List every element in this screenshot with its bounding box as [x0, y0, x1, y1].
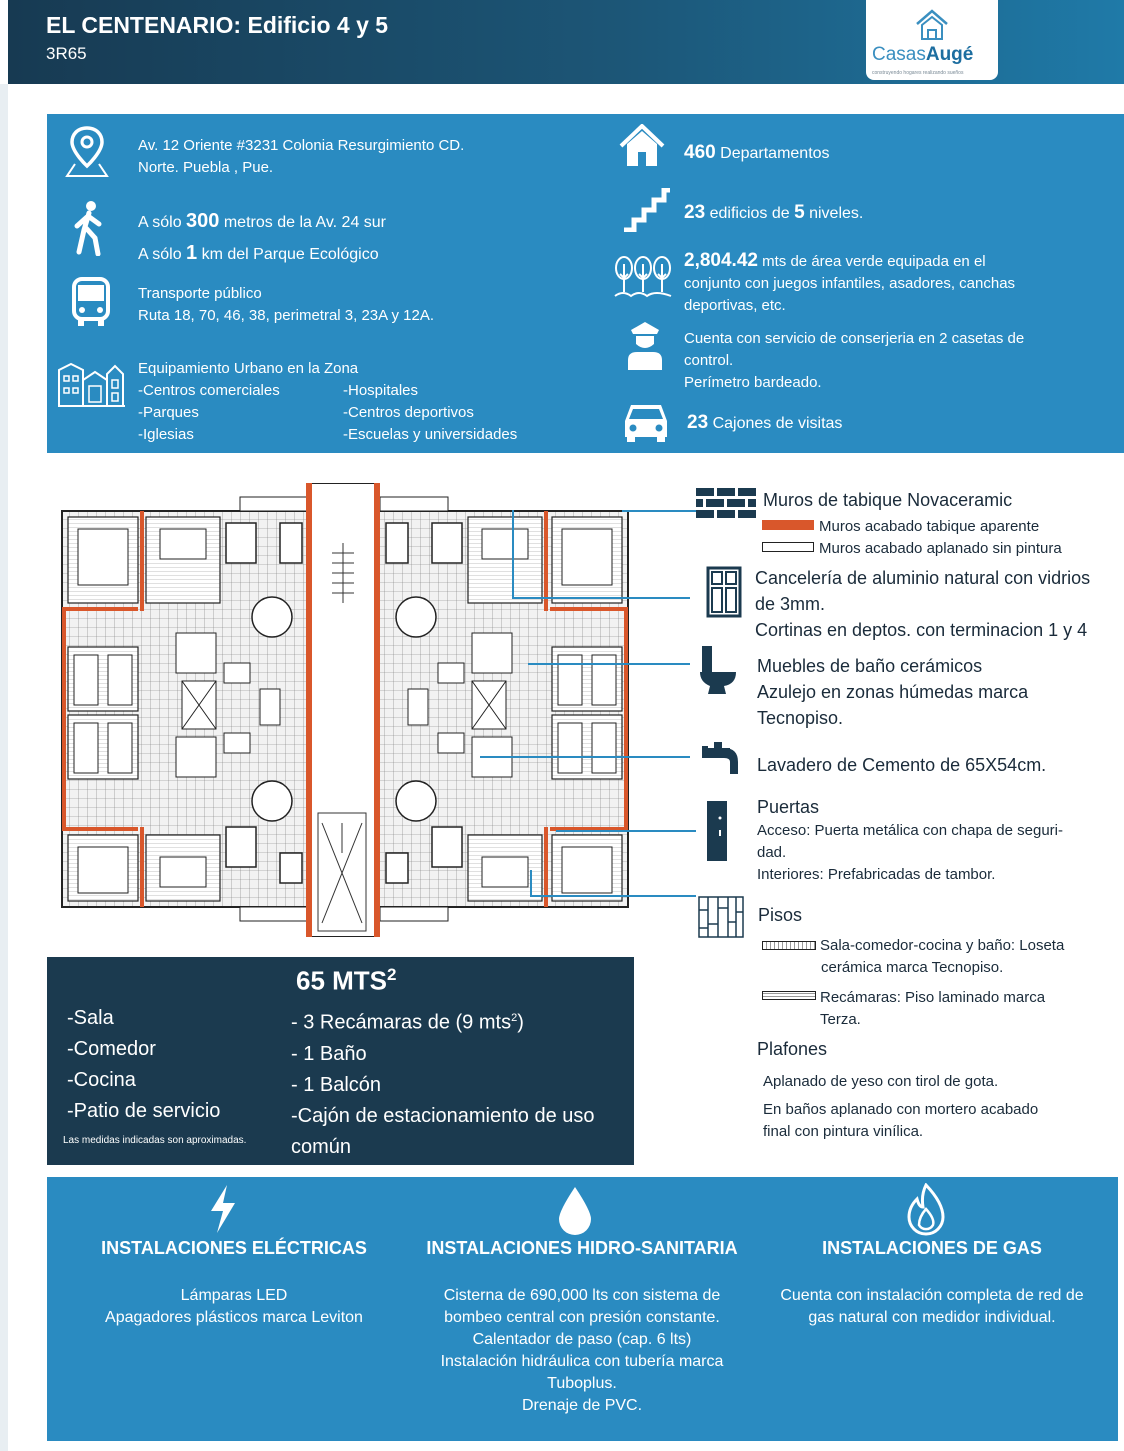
- windows-line-1: Cancelería de aluminio natural con vidrios: [755, 568, 1091, 588]
- hydro-line: Instalación hidráulica con tubería marca: [440, 1353, 724, 1370]
- laminate-swatch: [762, 991, 816, 1000]
- visitor-parking: 23 Cajones de visitas: [687, 412, 843, 433]
- windows-line-2: de 3mm.: [755, 594, 826, 614]
- floor-tiles-icon: [698, 896, 744, 938]
- toilet-icon: [698, 644, 738, 696]
- orange-wall: [374, 483, 380, 937]
- equipment-item: -Hospitales: [343, 382, 419, 399]
- leader-line: [622, 510, 696, 512]
- brand-tagline: construyendo hogares realizando sueños: [872, 70, 964, 76]
- leader-line: [512, 597, 690, 599]
- transport-title: Transporte público: [138, 285, 262, 302]
- spec-item: -Cajón de estacionamiento de uso común: [291, 1104, 595, 1158]
- lightning-icon: [207, 1183, 239, 1235]
- gas-title: INSTALACIONES DE GAS: [822, 1238, 1042, 1258]
- balcony: [380, 497, 448, 511]
- floor2-line-1: Recámaras: Piso laminado marca: [820, 989, 1046, 1006]
- leader-line: [530, 895, 696, 897]
- leader-line: [528, 663, 690, 665]
- walls-title: Muros de tabique Novaceramic: [763, 490, 1013, 510]
- hydro-line: Tuboplus.: [547, 1375, 617, 1392]
- installations-panel: [47, 1177, 1118, 1441]
- leader-line: [480, 756, 690, 758]
- hydro-title: INSTALACIONES HIDRO-SANITARIA: [426, 1238, 738, 1258]
- spec-item: - 1 Baño: [291, 1042, 367, 1065]
- orange-wall-swatch: [762, 520, 814, 530]
- spec-item: -Comedor: [67, 1038, 156, 1060]
- floor-plan: [60, 483, 630, 937]
- hydro-line: bombeo central con presión constante.: [444, 1309, 720, 1326]
- ceiling-line-2: En baños aplanado con mortero acabado: [763, 1101, 1039, 1118]
- electrical-line: Lámparas LED: [180, 1287, 288, 1304]
- equipment-item: -Parques: [138, 404, 199, 421]
- green-area-line-1: 2,804.42 mts de área verde equipada en el: [684, 250, 986, 271]
- distance-park: A sólo 1 km del Parque Ecológico: [138, 242, 379, 264]
- transport-routes: Ruta 18, 70, 46, 38, perimetral 3, 23A y 12A.: [138, 307, 435, 324]
- door-icon: [706, 800, 728, 862]
- equipment-item: -Escuelas y universidades: [343, 426, 518, 443]
- trees-icon: [613, 254, 673, 300]
- hydro-line: Calentador de paso (cap. 6 lts): [472, 1331, 692, 1348]
- green-area-line-2: conjunto con juegos infantiles, asadores, canchas: [684, 275, 1016, 292]
- perimeter-text: Perímetro bardeado.: [684, 374, 822, 391]
- leader-line: [512, 510, 514, 598]
- orange-wall: [306, 483, 312, 937]
- flame-icon: [903, 1183, 949, 1237]
- ceilings-title: Plafones: [757, 1039, 828, 1059]
- floor1-line-2: cerámica marca Tecnopiso.: [821, 959, 1004, 976]
- brand-name: CasasAugé: [872, 44, 974, 65]
- hydro-line: Cisterna de 690,000 lts con sistema de: [443, 1287, 721, 1304]
- balcony: [240, 907, 308, 921]
- doors-line-3: Interiores: Prefabricadas de tambor.: [757, 866, 996, 883]
- info-panel: [47, 114, 1124, 453]
- equipment-item: -Iglesias: [138, 426, 194, 443]
- brick-wall-icon: [694, 486, 758, 520]
- hydro-line: Drenaje de PVC.: [521, 1397, 643, 1414]
- balcony: [240, 497, 308, 511]
- walls-orange-label: Muros acabado tabique aparente: [819, 518, 1040, 535]
- faucet-icon: [700, 740, 740, 776]
- spec-item: -Sala: [67, 1007, 114, 1029]
- spec-item-bedrooms: - 3 Recámaras de (9 mts$^2$): [291, 1011, 524, 1034]
- gas-line: gas natural con medidor individual.: [808, 1309, 1056, 1326]
- house-icon: [619, 124, 665, 168]
- area-total: 65 MTS$^2$: [296, 965, 397, 996]
- guard-icon: [625, 320, 665, 372]
- floor1-line-1: Sala-comedor-cocina y baño: Loseta: [820, 937, 1065, 954]
- water-drop-icon: [557, 1185, 593, 1235]
- equipment-item: -Centros comerciales: [138, 382, 280, 399]
- spec-item: -Cocina: [67, 1069, 136, 1091]
- page-side-margin: [0, 84, 8, 1451]
- buildings-count: 23 edificios de 5 niveles.: [684, 202, 864, 223]
- equipment-title: Equipamiento Urbano en la Zona: [138, 360, 359, 377]
- equipment-item: -Centros deportivos: [343, 404, 474, 421]
- page-subtitle: 3R65: [46, 44, 87, 63]
- ceiling-line-3: final con pintura vinílica.: [763, 1123, 924, 1140]
- floors-title: Pisos: [758, 905, 803, 925]
- white-wall-swatch: [762, 542, 814, 552]
- city-icon: [57, 360, 127, 408]
- distance-avenue: A sólo 300 metros de la Av. 24 sur: [138, 210, 387, 232]
- doors-line-2: dad.: [757, 844, 787, 861]
- window-icon: [706, 566, 742, 618]
- doors-line-1: Acceso: Puerta metálica con chapa de seguri-: [757, 822, 1063, 839]
- concierge-line-1: Cuenta con servicio de conserjeria en 2 casetas de: [684, 330, 1025, 347]
- curtains-line: Cortinas en deptos. con terminacion 1 y 4: [755, 620, 1088, 640]
- doors-title: Puertas: [757, 797, 820, 817]
- leader-line: [556, 830, 696, 832]
- bath-line-3: Tecnopiso.: [757, 708, 844, 728]
- stairs-icon: [622, 188, 672, 232]
- address-line-2: Norte. Puebla , Pue.: [138, 159, 274, 176]
- units-count: 460 Departamentos: [684, 142, 830, 163]
- page-title: EL CENTENARIO: Edificio 4 y 5: [46, 12, 389, 38]
- house-logo-icon: [914, 8, 950, 42]
- electrical-title: INSTALACIONES ELÉCTRICAS: [101, 1238, 367, 1258]
- brand-logo: [866, 0, 998, 80]
- balcony: [380, 907, 448, 921]
- bath-line-1: Muebles de baño cerámicos: [757, 656, 983, 676]
- green-area-line-3: deportivas, etc.: [684, 297, 786, 314]
- location-pin-icon: [65, 124, 109, 180]
- floor2-line-2: Terza.: [820, 1011, 861, 1028]
- apartment-specs: [47, 957, 634, 1165]
- electrical-line: Apagadores plásticos marca Leviton: [105, 1309, 363, 1326]
- measurements-note: Las medidas indicadas son aproximadas.: [63, 1135, 247, 1146]
- bus-icon: [71, 276, 111, 328]
- spec-item: - 1 Balcón: [291, 1073, 382, 1096]
- address-line-1: Av. 12 Oriente #3231 Colonia Resurgimiento CD.: [138, 137, 465, 154]
- laundry-text: Lavadero de Cemento de 65X54cm.: [757, 755, 1047, 775]
- walking-person-icon: [71, 200, 105, 256]
- bath-line-2: Azulejo en zonas húmedas marca: [757, 682, 1029, 702]
- concierge-line-2: control.: [684, 352, 734, 369]
- spec-item: -Patio de servicio: [67, 1100, 221, 1122]
- gas-line: Cuenta con instalación completa de red de: [780, 1287, 1084, 1304]
- ceiling-line-1: Aplanado de yeso con tirol de gota.: [763, 1073, 999, 1090]
- car-icon: [621, 399, 671, 443]
- walls-white-label: Muros acabado aplanado sin pintura: [819, 540, 1062, 557]
- tile-swatch: [762, 941, 816, 950]
- leader-line: [530, 870, 532, 896]
